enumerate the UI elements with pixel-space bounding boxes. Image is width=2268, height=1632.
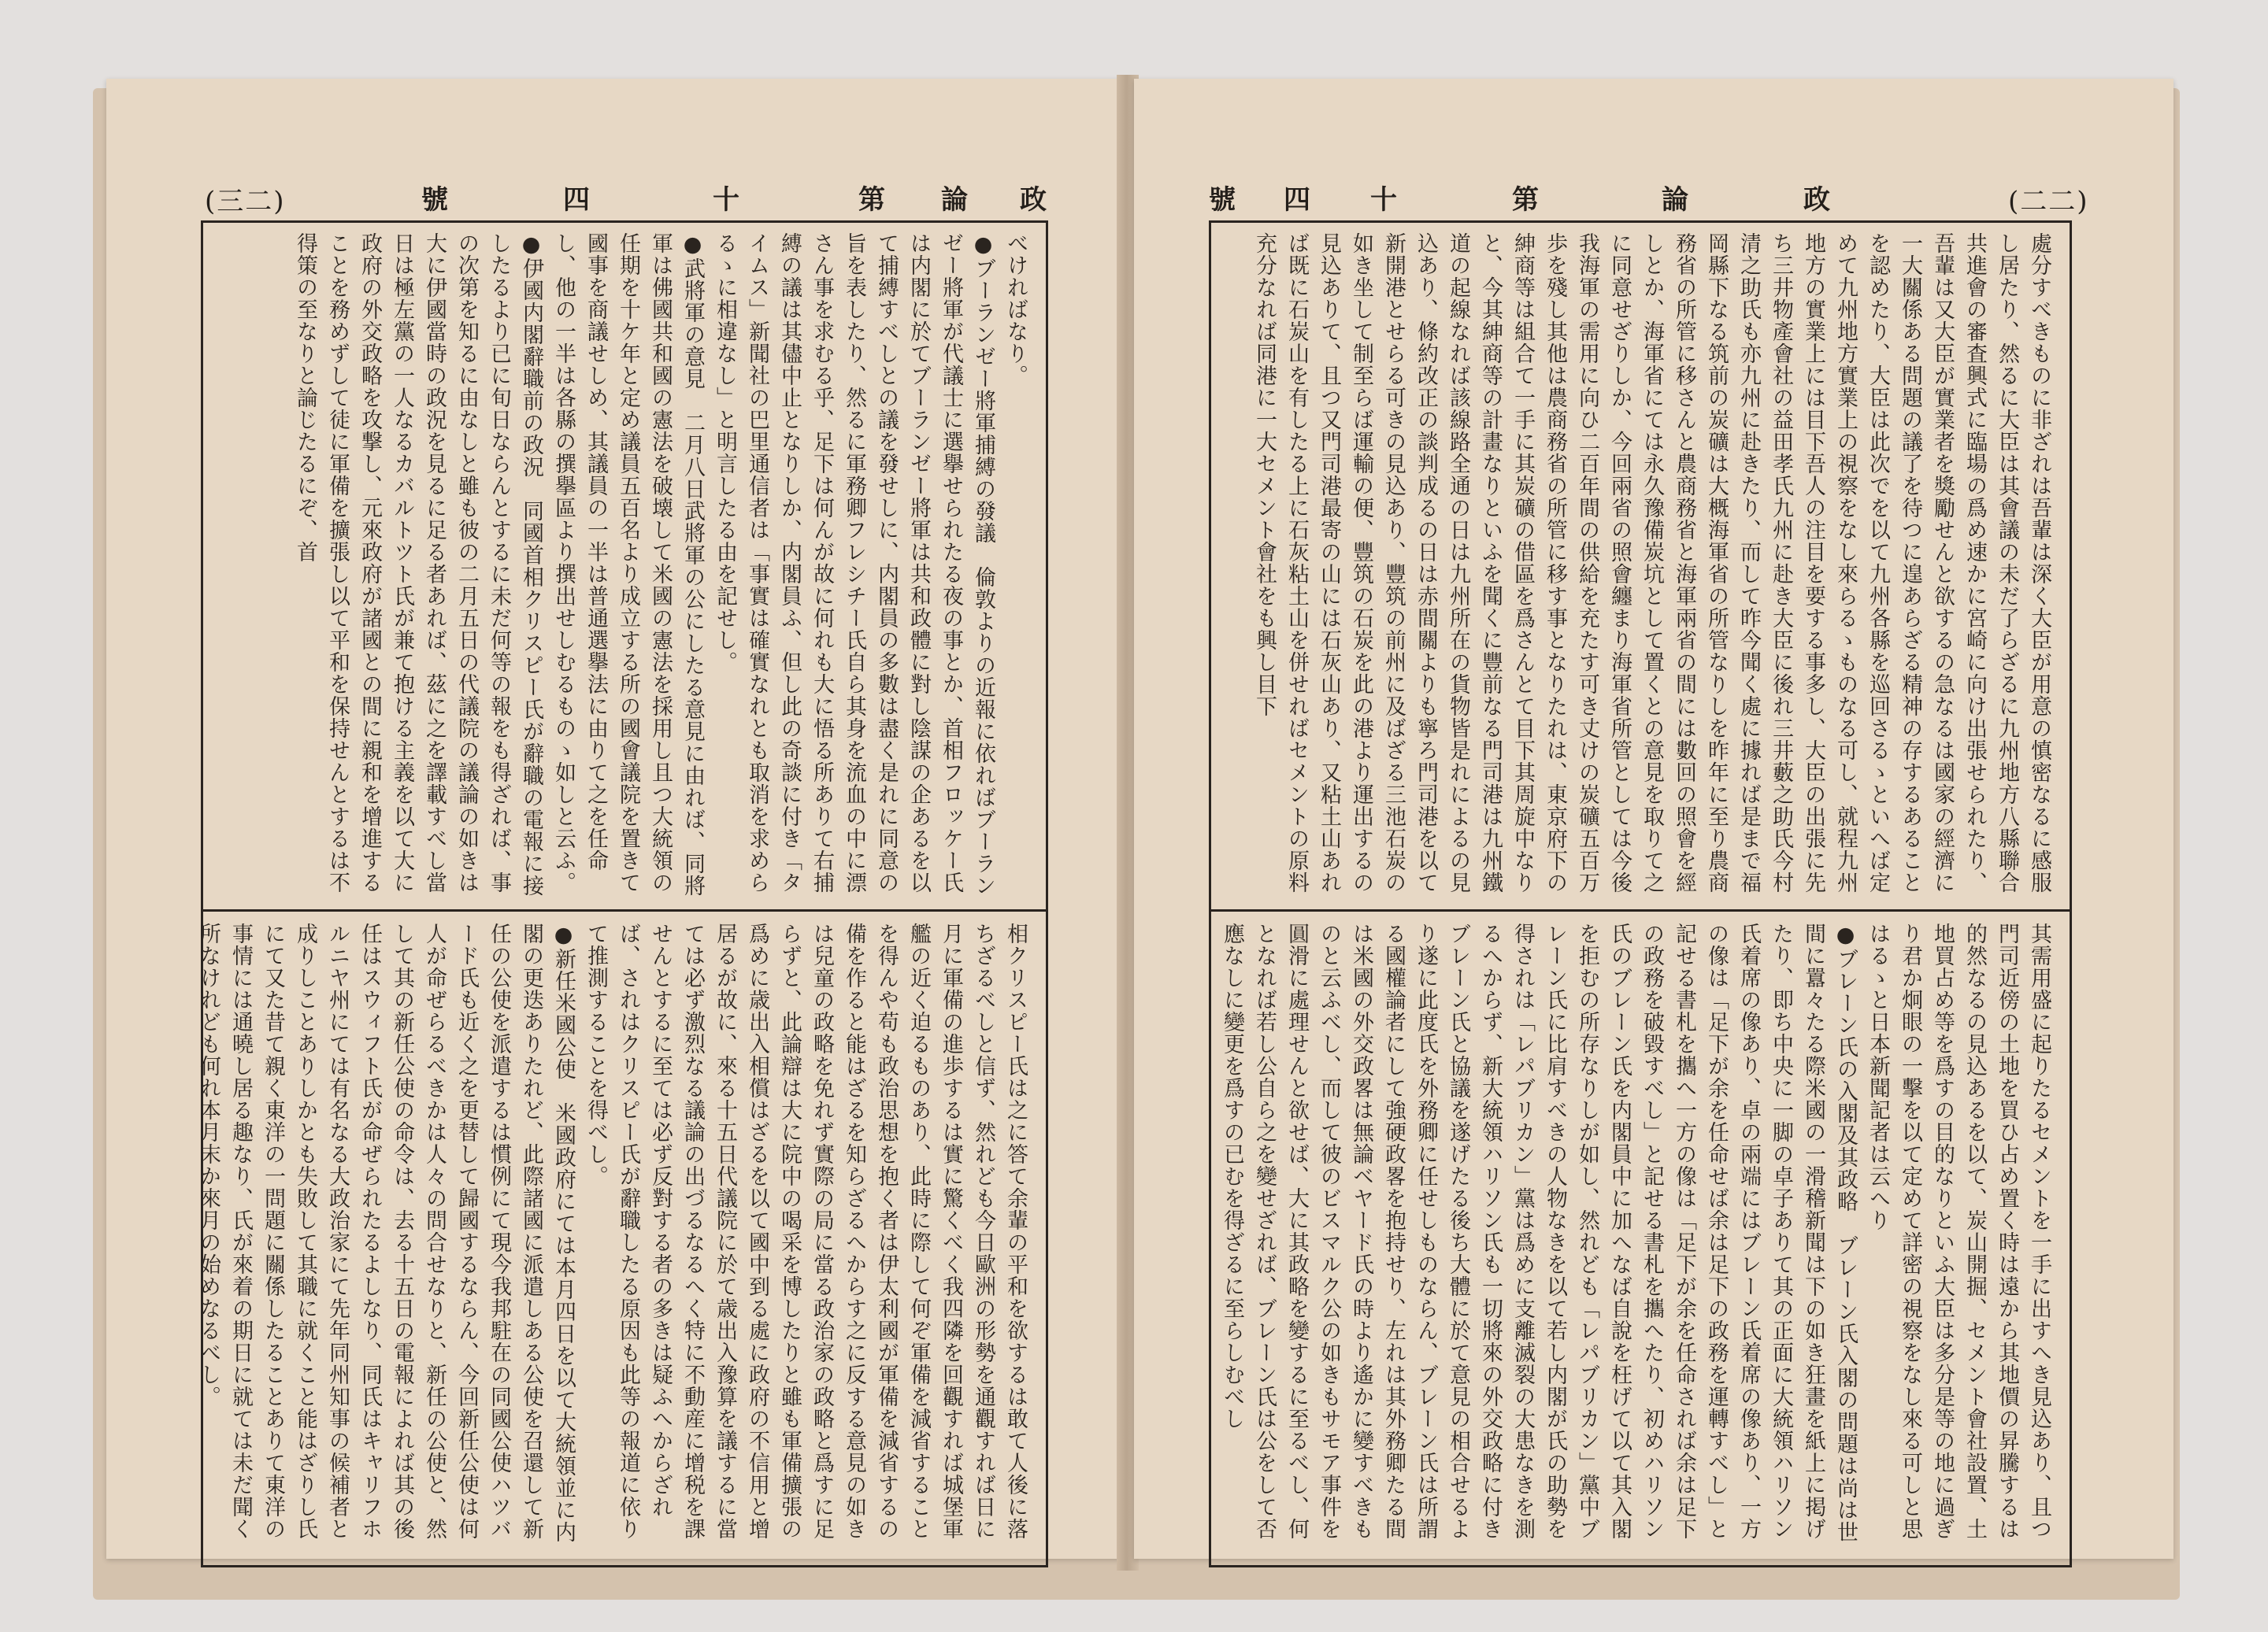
header-char: 四 bbox=[563, 184, 590, 216]
right-top-text-block bbox=[1221, 232, 2055, 901]
left-page-number: (三二) bbox=[205, 186, 286, 217]
article-新任米國公使: ●新任米國公使 米國政府にては本月四日を以て大統領並に内閣の更迭ありたれど、此際諸國に派遣しある公使を召還して新任の公使を派遣するは慣例にて現今我邦駐在の同國公使ハツバード氏も近く之を更替して歸國するならん、今回新任公使は何人が命ぜらるべきかは人々の問合せなりと、新任の公使と、然して其の新任公使の命令は、去る十五日の電報によれば其の後任はスウィフト氏が命ぜられたるよしなり、同氏はキャリフホルニヤ州にては有名なる大政治家にて先年同州知事の候補者と成りしことありしかとも失敗して其職に就くこと能はざりし氏にて又た昔て親く東洋の一問題に關係したることありて東洋の事情には通曉し居る趣なり、氏が來着の期日に就ては未だ聞く所なけれども何れ本月末か來月の始めなるべし。 bbox=[196, 923, 576, 1543]
article-ブーランゼー bbox=[709, 232, 999, 901]
header-char: 號 bbox=[421, 184, 448, 216]
left-page bbox=[106, 79, 1122, 1559]
right-page bbox=[1134, 79, 2174, 1559]
left-section-divider bbox=[201, 909, 1048, 912]
article-伊國: ●伊國内閣辭職前の政況 同國首相クリスピー氏が辭職の電報に接したるより已に旬日ならんとするに未だ何等の報をも得ざれば、事の次第を知るに由なしと雖も彼の二月五日の代議院の議論の如きは大に伊國當時の政況を見るに足る者あれば、茲に之を譯載すべし當日は極左黨の一人なるカバルトツト氏が兼て抱ける主義を以て大に政府の外交政略を攻撃し、元來政府が諸國との間に親和を增進することを務めずして徒に軍備を擴張し以て平和を保持せんとするは不得策の至なりと論じたるにぞ、首 bbox=[293, 232, 543, 897]
header-char: 號 bbox=[1209, 184, 1236, 216]
left-top-text-block bbox=[213, 232, 1032, 901]
header-char: 第 bbox=[858, 184, 885, 216]
paragraph: べければなり。 bbox=[1003, 232, 1028, 387]
paragraph: 其需用盛に起りたるセメントを一手に出すへき見込あり、且つ門司近傍の土地を買ひ占め置く時は遠から其地價の昇騰するは的然なるの見込あるを以て、炭山開掘、セメント會社設置、土地買占め等を爲すの目的なりといふ大臣は多分是等の地に過ぎり君か炯眼の一擊を以て定めて詳密の視察をなし來る可しと思はるゝと日本新聞記者は云へり bbox=[1866, 923, 2051, 1540]
left-bottom-text-block bbox=[196, 923, 1032, 1552]
right-page-number: (二二) bbox=[2008, 186, 2089, 217]
header-char: 第 bbox=[1512, 184, 1539, 216]
header-char: 政 bbox=[1020, 184, 1047, 216]
paragraph: 相クリスピー氏は之に答て余輩の平和を欲するは敢て人後に落ちざるべしと信ず、然れども今日歐洲の形勢を通觀すれば日に月に軍備の進歩するは實に驚くべく我四隣を回觀すれば城堡軍艦の近く迫るものあり、此時に際して何ぞ軍備を減省することを得んや苟も政治思想を抱く者は伊太利國が軍備を減省するの備を作ると能はざるを知らざるへからす之に反する意見の如きは兒童の政略を免れず實際の局に當る政治家の政略と爲すに足らずと、此論辯は大に院中の喝采を博したりと雖も軍備擴張の爲めに歳出入相償はざるを以て國中到る處に政府の不信用と增居るが故に、來る十五日代議院に於て歳出入豫算を議するに當ては必ず激烈なる議論の出づるなるへく特に不動産に增税を課せんとするに至ては必ず反對する者の多きは疑ふへからざれば、されはクリスピー氏が辭職したる原因も此等の報道に依りて推測することを得べし。 bbox=[584, 923, 1028, 1540]
header-char: 四 bbox=[1284, 184, 1310, 216]
article-武將軍: ●武將軍の意見 二月八日武將軍の公にしたる意見に由れば、同將軍は佛國共和國の憲法を破壊して米國の憲法を採用し且つ大統領の任期を十ケ年と定め議員五百名より成立する所の國會議院を置きて國事を商議せしめ、其議員の一半は普通選擧法に由りて之を任命し、他の一半は各縣の撰擧區より撰出せしむるものゝ如しと云ふ。 bbox=[551, 232, 705, 897]
article-body: ●ブーランゼー將軍捕縛の發議 倫敦よりの近報に依ればブーランゼー將軍が代議士に選擧せられたる夜の事とか、首相フロッケー氏は内閣に於てブーランゼー將軍は共和政體に對し陰謀の企あるを以て捕縛すべしとの議を發せしに、内閣員の多數は盡く是れに同意の旨を表したり、然るに軍務卿フレシチー氏自ら其身を流血の中に漂さん事を求むる乎、足下は何んが故に何れも大に悟る所ありて右捕縛の議は其儘中止となりしか、内閣員ふ、但し此の奇談に付き「タイムス」新聞社の巴里通信者は「事實は確實なれとも取消を求めらるゝに相違なし」と明言したる由を記せし。 bbox=[713, 232, 995, 897]
paragraph: 處分すべきものに非ざれは吾輩は深く大臣が用意の慎密なるに感服し居たり、然るに大臣は其會議の未だ了らざるに九州地方八縣聯合共進會の審査興式に臨場の爲め速かに宮崎に向け出張せられたり、吾輩は又大臣が實業者を獎勵せんと欲するの急なるは國家の經濟に一大關係ある問題の議了を待つに遑あらざる精神の存するあることを認めたり、大臣は此次でを以て九州各縣を巡回さるゝといへば定めて九州地方實業上の視察をなし來らるゝものなる可し、就程九州地方の實業上には目下吾人の注目を要する事多し、大臣の出張に先ち三井物產會社の益田孝氏九州に赴き大臣に後れ三井藪之助氏今村清之助氏も亦九州に赴きたり、而して昨今聞く處に據れば是まで福岡縣下なる筑前の炭礦は大概海軍省の所管なりしを昨年に至り農商務省の所管に移さんと農商務省と海軍兩省の間には數回の照會を經しとか、海軍省にては永久豫備炭坑として置くとの意見を取りて之に同意せざりしか、今回兩省の照會纏まり海軍省所管としては今後我海軍の需用に向ひ二百年間の供給を充たす可き丈けの炭礦五百万歩を殘し其他は農商務省の所管に移す事となりたれは、東京府下の紳商等は組合て一手に其炭礦の借區を爲さんとて目下其周旋中なりと、今其紳商等の計畫なりといふを聞くに豐前なる門司港は九州鐵道の起線なれば該線路全通の日は九州所在の貨物皆是れによるの見込あり、條約改正の談判成るの日は赤間關よりも寧ろ門司港を以て新開港とせらる可きの見込あり、豐筑の前州に及ばざる三池石炭の如き坐して制至らば運輸の便、豐筑の石炭を此の港より運出するの見込ありて、且つ又門司港最寄の山には石灰山あり、又粘土山あれば既に石炭山を有したる上に石灰粘土山を併せればセメントの原料充分なれば同港に一大セメント會社をも興し目下 bbox=[1252, 232, 2051, 894]
header-char: 政 bbox=[1803, 184, 1830, 216]
right-bottom-text-block bbox=[1221, 923, 2055, 1552]
article-ブレーン氏: ●ブレーン氏の入閣及其政略 ブレーン氏入閣の問題は尚は世間に囂々たる際米國の一滑稽新聞は下の如き狂畫を紙上に掲げたり、即ち中央に一脚の卓子ありて其の正面に大統領ハリソン氏着席の像あり、卓の兩端にはブレーン氏着席の像あり、一方の像は「足下が余を任命せば余は足下の政務を運轉すべし」と記せる書札を攜へ一方の像は「足下が余を任命されば余は足下の政務を破毀すべし」と記せる書札を攜へたり、初めハリソン氏のブレーン氏を内閣員中に加へなば自說を枉げて以て其入閣を拒むの所存なりしが如し、然れども「レパブリカン」黨中ブレーン氏に比肩すべきの人物なきを以て若し内閣が氏の助勢を得されは「レパブリカン」黨は爲めに支離滅裂の大患なきを測るへからず、新大統領ハリソン氏も一切將來の外交政略に付きブレーン氏と協議を遂げたる後ち大體に於て意見の相合せるより遂に此度氏を外務卿に任せしものならん、ブレーン氏は所謂る國權論者にして強硬政畧を抱持せり、左れは其外務卿たる間は米國の外交政畧は無論ベヤード氏の時より遙かに變すべきものと云ふべし、而して彼のビスマルク公の如きもサモア事件を圓滑に處理せんと欲せば、大に其政略を變するに至るべし、何となれば若し公自ら之を變せざれば、ブレーン氏は公をして否應なしに變更を爲すの已むを得ざるに至らしむべし bbox=[1220, 923, 1858, 1543]
header-char: 論 bbox=[941, 184, 968, 216]
header-char: 十 bbox=[713, 184, 739, 216]
header-char: 十 bbox=[1370, 184, 1397, 216]
right-page-header bbox=[1134, 172, 2174, 219]
right-section-divider bbox=[1209, 909, 2072, 912]
left-page-header bbox=[106, 172, 1122, 219]
header-char: 論 bbox=[1662, 184, 1688, 216]
